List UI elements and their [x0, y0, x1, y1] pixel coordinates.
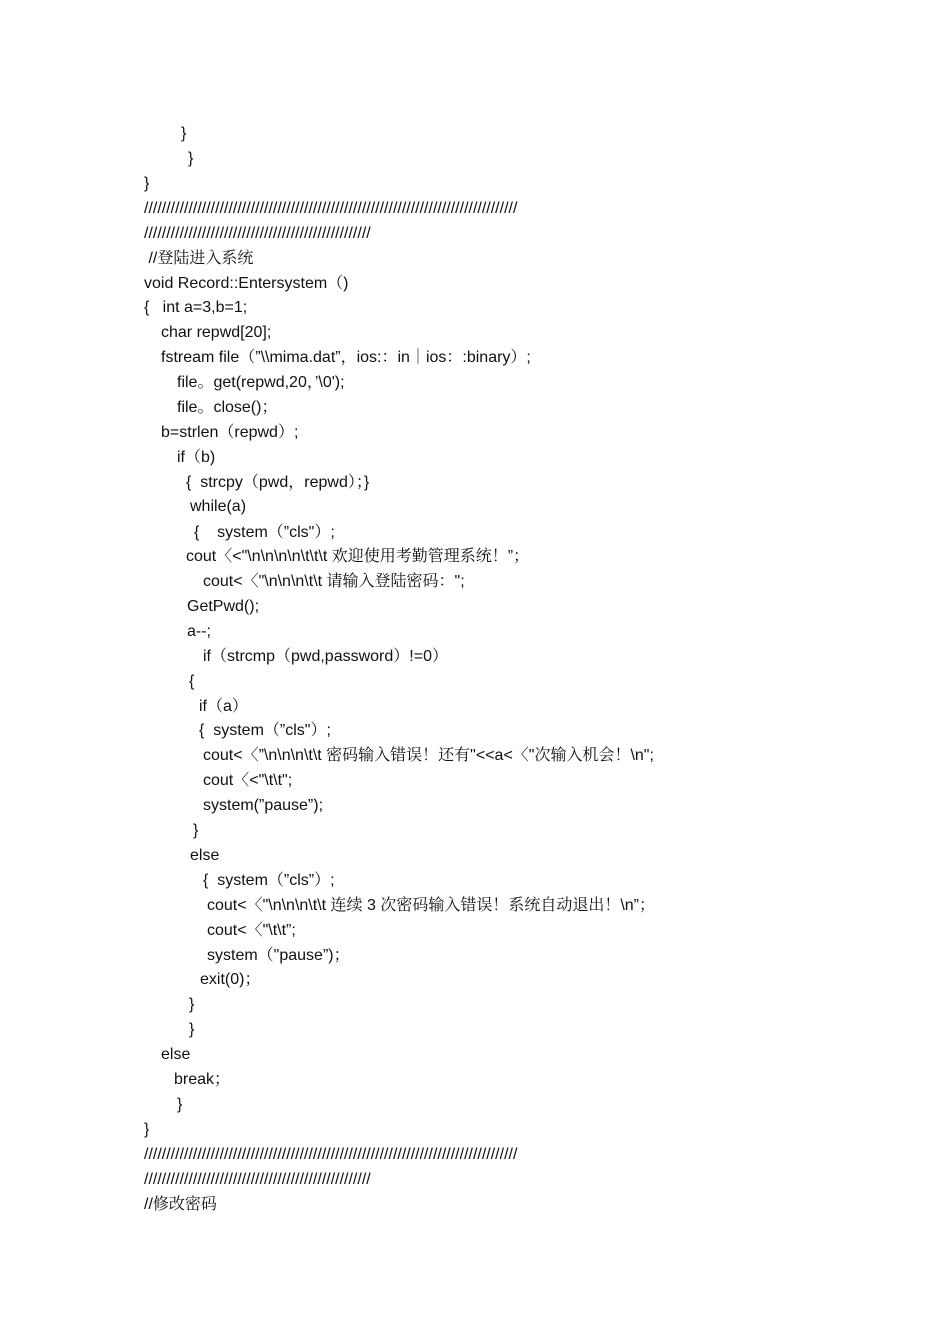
separator-line: /////////////////////////////////////////////////// — [144, 225, 371, 242]
code-line: fstream file（”\\mima.dat”，ios:：in｜ios：:binary）; — [161, 349, 531, 366]
code-comment: //登陆进入系统 — [144, 250, 254, 267]
code-line: cout<〈”\n\n\n\t\t 密码输入错误！还有"<<a<〈"次输入机会！\n"; — [203, 747, 654, 764]
separator-line: //////////////////////////////////////////////////////////////////////////////////// — [144, 200, 518, 217]
code-line: void Record::Entersystem（) — [144, 275, 349, 292]
code-line: else — [190, 847, 220, 864]
code-line: system(”pause”); — [203, 797, 324, 814]
code-line: cout〈<"\t\t"; — [203, 772, 293, 789]
code-line: cout<〈"\n\n\n\t\t 请输入登陆密码："; — [203, 573, 465, 590]
code-line: { int a=3,b=1; — [144, 299, 248, 316]
code-line: b=strlen（repwd）; — [161, 424, 299, 441]
code-line: else — [161, 1046, 191, 1063]
code-line: } — [144, 1121, 150, 1138]
code-line: if（a） — [199, 698, 248, 715]
code-line: } — [144, 175, 150, 192]
code-line: system（"pause”)； — [207, 947, 350, 964]
code-line: { — [189, 673, 195, 690]
code-line: GetPwd(); — [187, 598, 260, 615]
code-line: } — [193, 822, 199, 839]
code-line: exit(0)； — [200, 971, 261, 988]
code-line: { strcpy（pwd，repwd）；} — [186, 474, 370, 491]
code-line: file。close()； — [177, 399, 278, 416]
code-line: a--; — [187, 623, 211, 640]
code-line: } — [189, 996, 195, 1013]
code-line: char repwd[20]; — [161, 324, 272, 341]
code-line: } — [189, 1021, 195, 1038]
code-line: } — [181, 125, 187, 142]
code-line: file。get(repwd,20，’\0'); — [177, 374, 345, 391]
separator-line: //////////////////////////////////////////////////////////////////////////////////// — [144, 1146, 518, 1163]
code-line: { system（”cls"）; — [199, 722, 331, 739]
code-line: cout<〈"\t\t”; — [207, 922, 296, 939]
code-line: if（b) — [177, 449, 216, 466]
code-line: cout〈<"\n\n\n\n\t\t\t 欢迎使用考勤管理系统！”； — [186, 548, 530, 565]
code-line: { system（”cls"）; — [194, 524, 335, 541]
code-comment: //修改密码 — [144, 1196, 217, 1213]
code-line: } — [177, 1096, 183, 1113]
code-line: } — [188, 150, 194, 167]
code-line: while(a) — [190, 498, 247, 515]
code-line: if（strcmp（pwd,password）!=0） — [203, 648, 448, 665]
separator-line: /////////////////////////////////////////////////// — [144, 1171, 371, 1188]
code-line: { system（”cls”）; — [203, 872, 335, 889]
code-line: break； — [174, 1071, 231, 1088]
code-line: cout<〈"\n\n\n\t\t 连续 3 次密码输入错误！系统自动退出！\n”； — [207, 897, 655, 914]
